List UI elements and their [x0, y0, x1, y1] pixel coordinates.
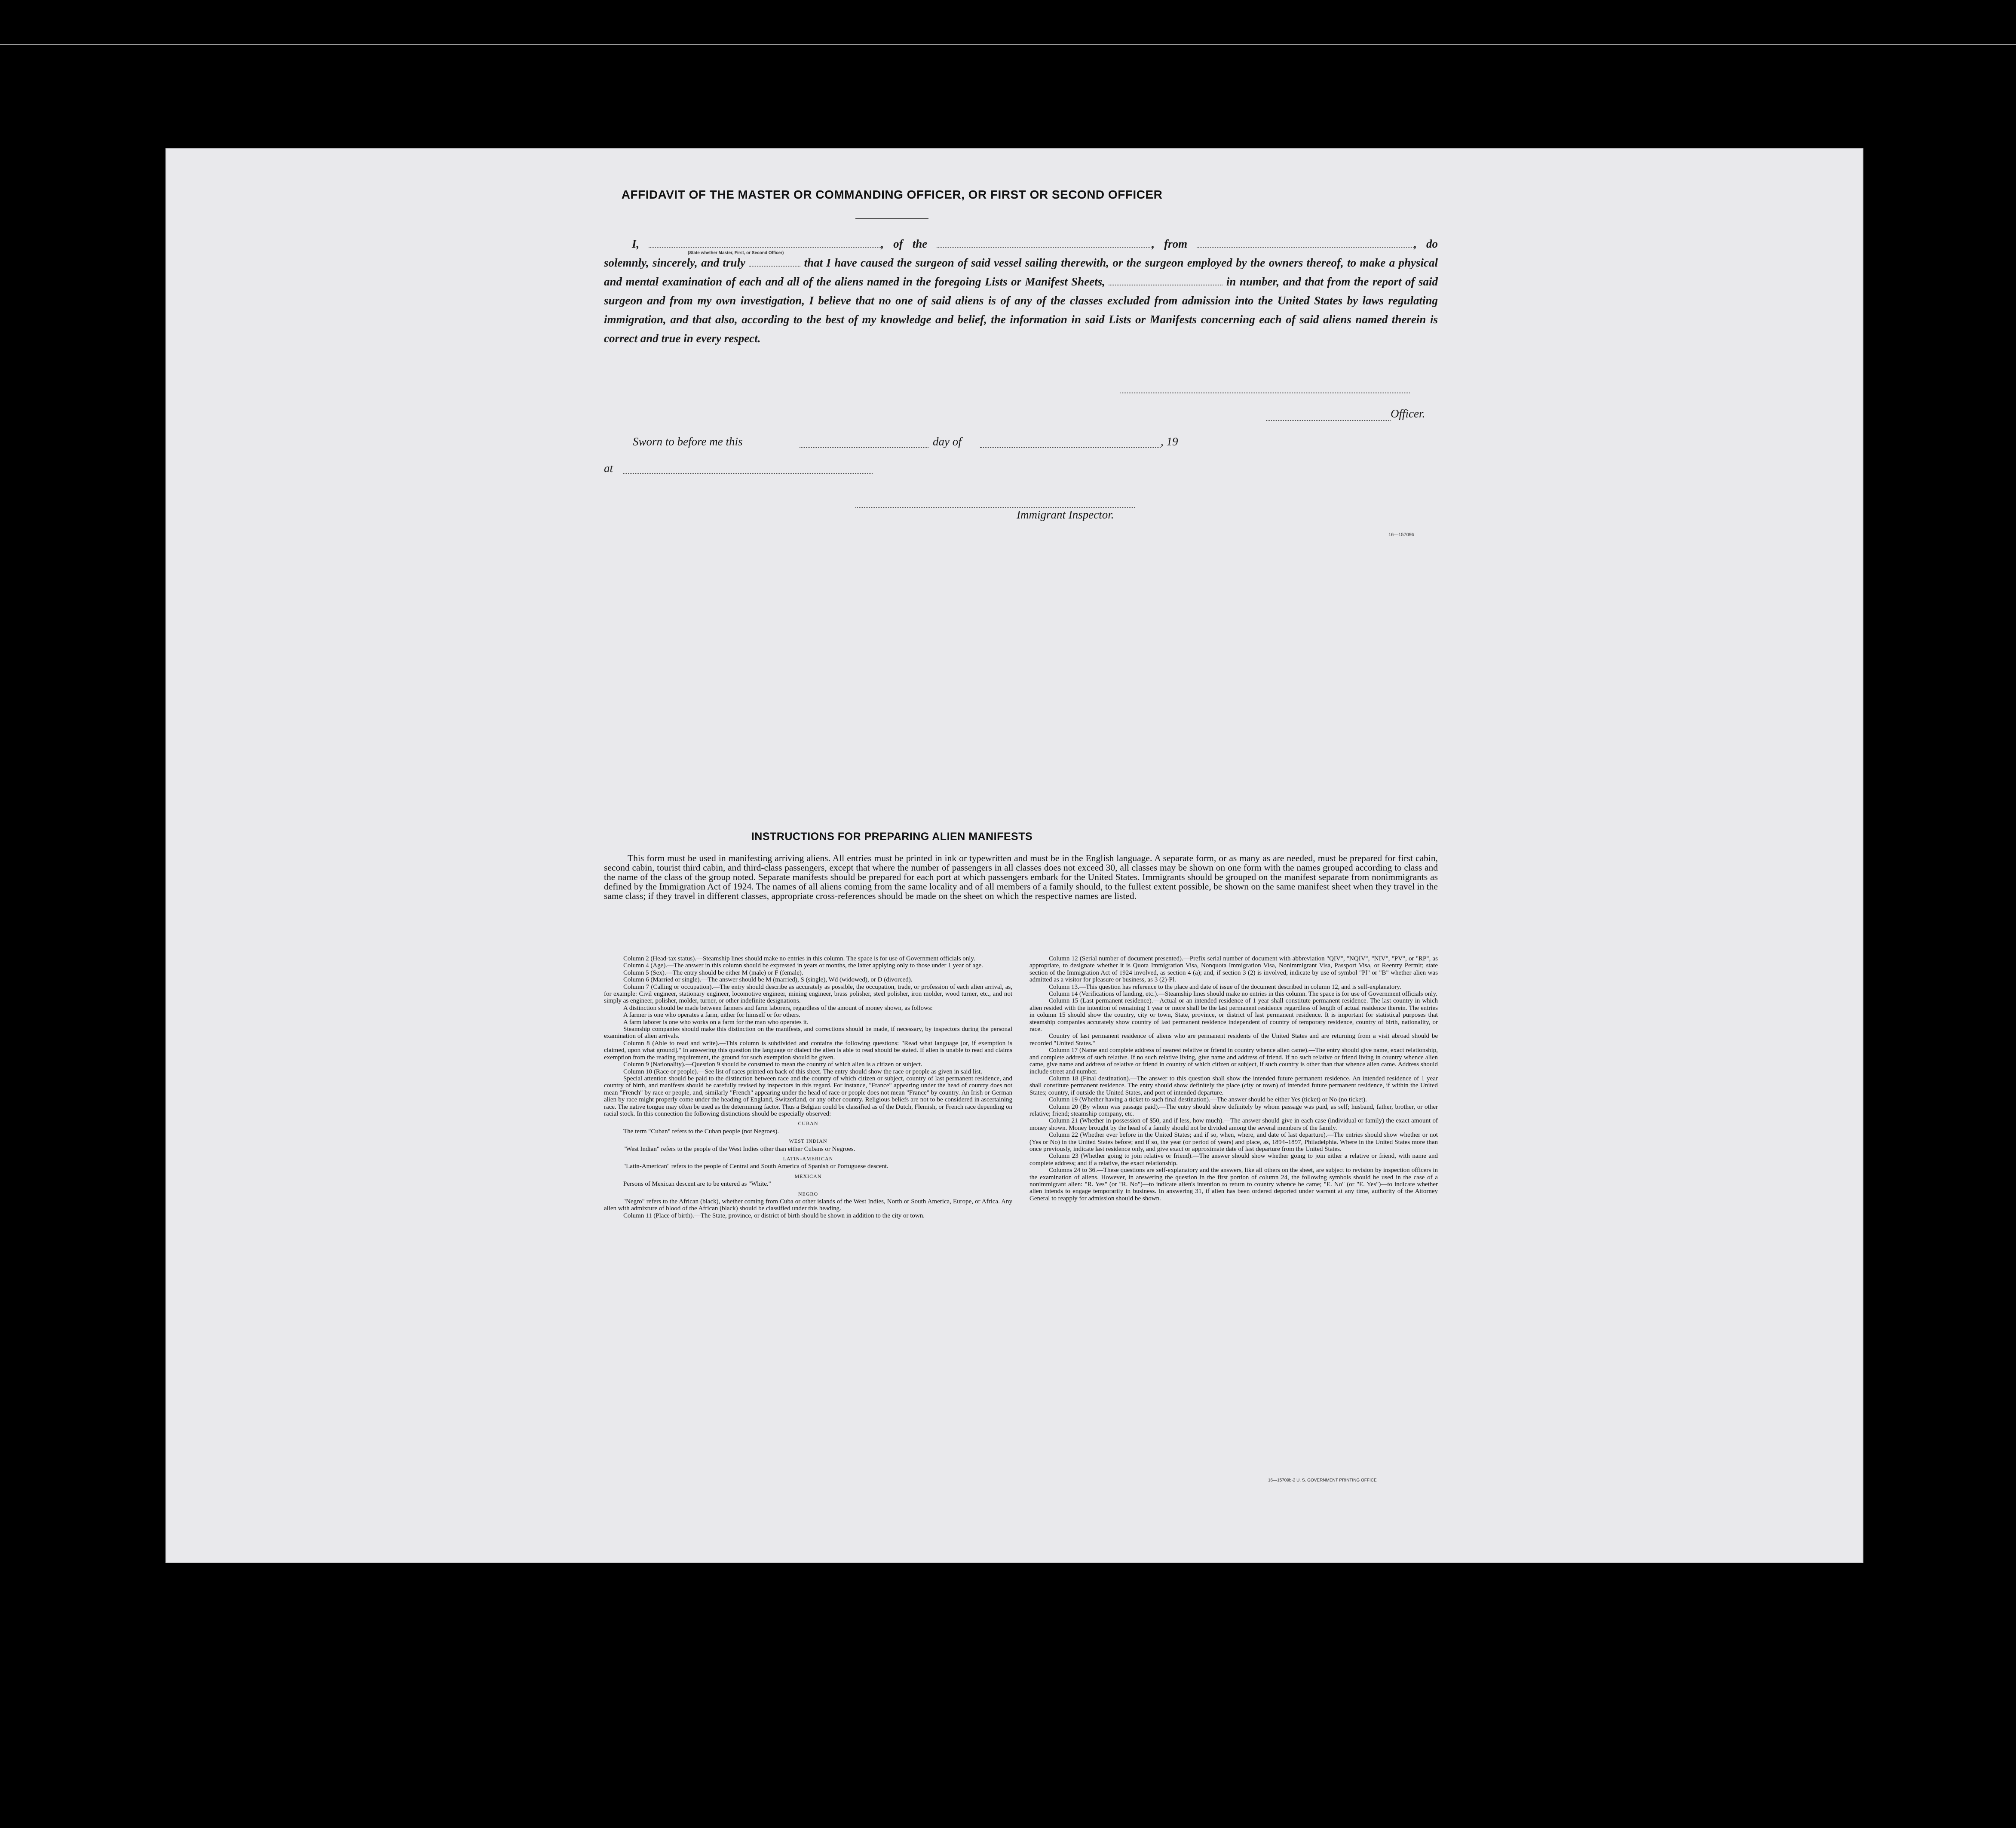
column-11-paragraph: Column 11 (Place of birth).—The State, province, or district of birth should be shown in addition to the city or town. [623, 1212, 925, 1219]
instruction-paragraph: Column 15 (Last permanent residence).—Actual or an intended residence of 1 year shall constitute permanent residence. The last country in which alien resided with the intention of remaining 1 year or more shall be the last permanent residence regardless of length of actual residence therein. The entries in column 15 should show the country, city or town, State, province, or district of last permanent residence. It is important for statistical purposes that steamship companies accurately show country of last permanent residence independent of country of temporary residence, country of birth, nationality, or race. [1029, 997, 1438, 1033]
day-of-label: day of [933, 435, 962, 448]
negro-paragraph: "Negro" refers to the African (black), whether coming from Cuba or other islands of the West Indies, North or South America, Europe, or Africa. Any alien with admixture of blood of the African (black) should be classified under this heading. [604, 1198, 1012, 1212]
scan-top-line [0, 44, 2016, 45]
instruction-paragraph: A farmer is one who operates a farm, either for himself or for others. [623, 1012, 800, 1019]
instruction-paragraph: Column 6 (Married or single).—The answer should be M (married), S (single), Wd (widowed), or D (divorced). [623, 976, 913, 984]
cuban-paragraph: The term "Cuban" refers to the Cuban people (not Negroes). [623, 1128, 779, 1135]
affidavit-title: AFFIDAVIT OF THE MASTER OR COMMANDING OFFICER, OR FIRST OR SECOND OFFICER [621, 188, 1163, 201]
instruction-paragraph: Columns 24 to 36.—These questions are self-explanatory and the answers, like all others on the sheet, are subject to revision by inspection officers in the examination of aliens. However, in answering the question in the first portion of column 24, the following symbols should be used in the case of a nonimmigrant alien: "R. Yes" (or "R. No")—to indicate alien's intention to return to country whence he came; "E. No" (or "E. Yes")—to indicate whether alien intends to engage temporarily in business. In answering 31, if alien has been ordered deported under warrant at any time, authority of the Attorney General to reapply for admission should be shown. [1029, 1167, 1438, 1202]
aff-that: that I have caused the surgeon of said vessel sailing therewith, or the surgeon employed by the owners thereof, to make a physical and mental examination of each and all of the aliens named in the foregoing Lists or Manifest Sheets, [604, 256, 1438, 288]
aff-rest: in number, and that from the report of said surgeon and from my own investigation, I believe that no one of said aliens is of any of the classes excluded from admission into the United States by laws regulating immigration, and that also, according to the best of my knowledge and belief, the information in said Lists or Manifests concerning each of said aliens named therein is correct and true in every respect. [604, 275, 1438, 345]
at-label: at [604, 462, 613, 475]
aff-of-the: , of the [881, 237, 928, 250]
aff-solemnly: solemnly, sincerely, and truly [604, 256, 745, 269]
mexican-paragraph: Persons of Mexican descent are to be entered as "White." [623, 1181, 771, 1188]
instruction-paragraph: A distinction should be made between farmers and farm laborers, regardless of the amount of money shown, as follows: [623, 1004, 933, 1012]
instruction-paragraph: Column 2 (Head-tax status).—Steamship lines should make no entries in this column. The space is for use of Government officials only. [623, 955, 975, 962]
instruction-paragraph: Country of last permanent residence of aliens who are permanent residents of the United States and are returning from a visit abroad should be recorded "United States." [1029, 1033, 1438, 1047]
port-from-field[interactable] [1197, 237, 1414, 248]
instruction-paragraph: Column 14 (Verifications of landing, etc.).—Steamship lines should make no entries in this column. The space is for use of Government officials only. [1049, 991, 1437, 998]
officer-name-field[interactable] [649, 237, 881, 248]
instruction-paragraph: Column 10 (Race or people).—See list of races printed on back of this sheet. The entry should show the race or people as given in said list. [623, 1068, 982, 1075]
year-label: , 19 [1161, 435, 1178, 448]
instruction-paragraph: Column 19 (Whether having a ticket to such final destination).—The answer should be either Yes (ticket) or No (no ticket). [1049, 1096, 1367, 1104]
officer-signature-line[interactable] [1266, 420, 1391, 421]
sworn-month-field[interactable] [980, 447, 1161, 448]
aff-do: , do [1414, 237, 1438, 250]
aff-i: I, [632, 237, 640, 250]
aff-from: , from [1152, 237, 1188, 250]
heading-mexican: MEXICAN [794, 1173, 822, 1179]
instruction-paragraph: Column 12 (Serial number of document presented).—Prefix serial number of document with abbreviation "QIV", "NQIV", "NIV", "PV", or "RP", as appropriate, to designate whether it is Quota Immigration Visa, Nonquota Immigration Visa, Nonimmigrant Visa, Passport Visa, or Reentry Permit; state section of the Immigration Act of 1924 involved, as section 4 (a); and, if section 3 (2) is involved, indicate by use of symbol "Pl" or "B" whether alien was admitted as a visitor for pleasure or business, as 3 (2)-Pl. [1029, 955, 1438, 984]
instruction-paragraph: Column 9 (Nationality).—Question 9 should be construed to mean the country of which alien is a citizen or subject. [623, 1061, 922, 1068]
instruction-paragraph: Column 4 (Age).—The answer in this column should be expressed in years or months, the latter applying only to those under 1 year of age. [623, 962, 983, 969]
heading-latin-american: LATIN-AMERICAN [783, 1155, 833, 1162]
instruction-paragraph: Column 21 (Whether in possession of $50, and if less, how much).—The answer should give in each case (individual or family) the exact amount of money shown. Money brought by the head of a family should not be divided among the several members of the family. [1029, 1117, 1438, 1132]
instruction-paragraph: Column 13.—This question has reference to the place and date of issue of the document described in column 12, and is self-explanatory. [1049, 983, 1401, 991]
form-code: 16—15709b [1388, 532, 1414, 537]
rank-field[interactable] [749, 256, 800, 267]
instruction-paragraph: Column 17 (Name and complete address of nearest relative or friend in country whence alien came).—The entry should give name, exact relationship, and complete address of such relative. If no such relative living, give name and address of friend. If no such relative or friend living in country whence alien came, give name and address of relative or friend in country of which citizen or subject, if such country is other than that whence alien came. Address should include street and number. [1029, 1047, 1438, 1075]
instruction-paragraph: A farm laborer is one who works on a farm for the man who operates it. [623, 1018, 809, 1026]
instructions-right-column [1029, 955, 1438, 1202]
instruction-paragraph: Column 5 (Sex).—The entry should be either M (male) or F (female). [623, 969, 803, 976]
instructions-intro: This form must be used in manifesting arriving aliens. All entries must be printed in ink or typewritten and must be in the English language. A separate form, or as many as are needed, must be prepared for first cabin, second cabin, tourist third cabin, and third-class passengers, except that where the number of passengers in all classes does not exceed 30, all classes may be shown on one form with the names grouped according to class and the name of the class of the group noted. Separate manifests should be prepared for each port at which passengers embark for the United States. Immigrants should be grouped on the manifest separate from nonimmigrants as defined by the Immigration Act of 1924. The names of all aliens coming from the same locality and of all members of a family should, to the fullest extent possible, be shown on the same manifest sheet when they travel in the same class; if they travel in different classes, appropriate cross-references should be made on the sheet on which the respective names are listed. [604, 853, 1438, 901]
instruction-paragraph: Column 23 (Whether going to join relative or friend).—The answer should show whether going to join either a relative or friend, with name and complete address; and if a relative, the exact relationship. [1029, 1153, 1438, 1167]
title-rule [855, 218, 928, 219]
officer-label: Officer. [1391, 407, 1425, 420]
instruction-paragraph: Column 18 (Final destination).—The answer to this question shall show the intended future permanent residence. An intended residence of 1 year shall constitute permanent residence. The entry should show definitely the place (city or town) of intended future permanent residence, if within the United States; country, if outside the United States, and port of intended departure. [1029, 1075, 1438, 1096]
state-note: (State whether Master, First, or Second Officer) [688, 251, 784, 255]
instruction-paragraph: Column 8 (Able to read and write).—This column is subdivided and contains the following questions: "Read what language [or, if exemption is claimed, upon what ground]." In answering this question the language or dialect the alien is able to read should be stated. If alien is unable to read and claims exemption from the reading requirement, the ground for such exemption should be given. [604, 1040, 1012, 1061]
printing-office-footer: 16—15709b-2 U. S. GOVERNMENT PRINTING OFFICE [1268, 1478, 1377, 1483]
heading-west-indian: WEST INDIAN [789, 1138, 827, 1144]
sworn-label: Sworn to before me this [633, 435, 743, 448]
latin-american-paragraph: "Latin-American" refers to the people of Central and South America of Spanish or Portuguese descent. [623, 1163, 889, 1170]
instruction-paragraph: Column 7 (Calling or occupation).—The entry should describe as accurately as possible, the occupation, trade, or profession of each alien arrival, as, for example: Civil engineer, stationary engineer, locomotive engineer, mining engineer, brass polisher, steel polisher, iron molder, wood turner, etc., and not simply as engineer, polisher, molder, turner, or other indefinite designations. [604, 983, 1012, 1005]
heading-cuban: CUBAN [798, 1120, 818, 1127]
instructions-left-column [604, 955, 1012, 1219]
instruction-paragraph: Column 20 (By whom was passage paid).—The entry should show definitely by whom passage was paid, as self; husband, father, brother, or other relative; friend; steamship company, etc. [1029, 1103, 1438, 1117]
inspector-label: Immigrant Inspector. [1017, 508, 1114, 521]
instructions-title: INSTRUCTIONS FOR PREPARING ALIEN MANIFESTS [751, 831, 1033, 843]
heading-negro: NEGRO [798, 1190, 818, 1197]
vessel-name-field[interactable] [937, 237, 1152, 248]
instruction-paragraph: Steamship companies should make this distinction on the manifests, and corrections should be made, if necessary, by inspectors during the personal examination of alien arrivals. [604, 1026, 1012, 1040]
west-indian-paragraph: "West Indian" refers to the people of the West Indies other than either Cubans or Negroes. [623, 1145, 855, 1153]
sworn-day-field[interactable] [800, 447, 928, 448]
instruction-paragraph: Column 22 (Whether ever before in the United States; and if so, when, where, and date of last departure).—The entries should show whether or not (Yes or No) in the United States before; and if so, the year (or period of years) and place, as, 1894–1897, Philadelphia. Where in the United States more than once previously, indicate last residence only, and give exact or approximate date of last departure from the United States. [1029, 1132, 1438, 1153]
place-field[interactable] [623, 473, 873, 474]
instruction-paragraph: Special attention should be paid to the distinction between race and the country of which citizen or subject, country of last permanent residence, and country of birth, and manifests should be carefully revised by inspectors in this regard. For instance, "France" appearing under the head of country does not mean "French" by race or people, and, similarly "French" appearing under the head of race or people does not mean "France" by country. An Irish or German alien by race might properly come under the heading of England, Switzerland, or any other country. Religious beliefs are not to be considered in ascertaining race. The native tongue may often be used as the determining factor. Thus a Belgian could be classified as of the Dutch, Flemish, or French race depending on racial stock. In this connection the following distinctions should be especially observed: [604, 1075, 1012, 1117]
count-field[interactable] [1109, 275, 1222, 285]
